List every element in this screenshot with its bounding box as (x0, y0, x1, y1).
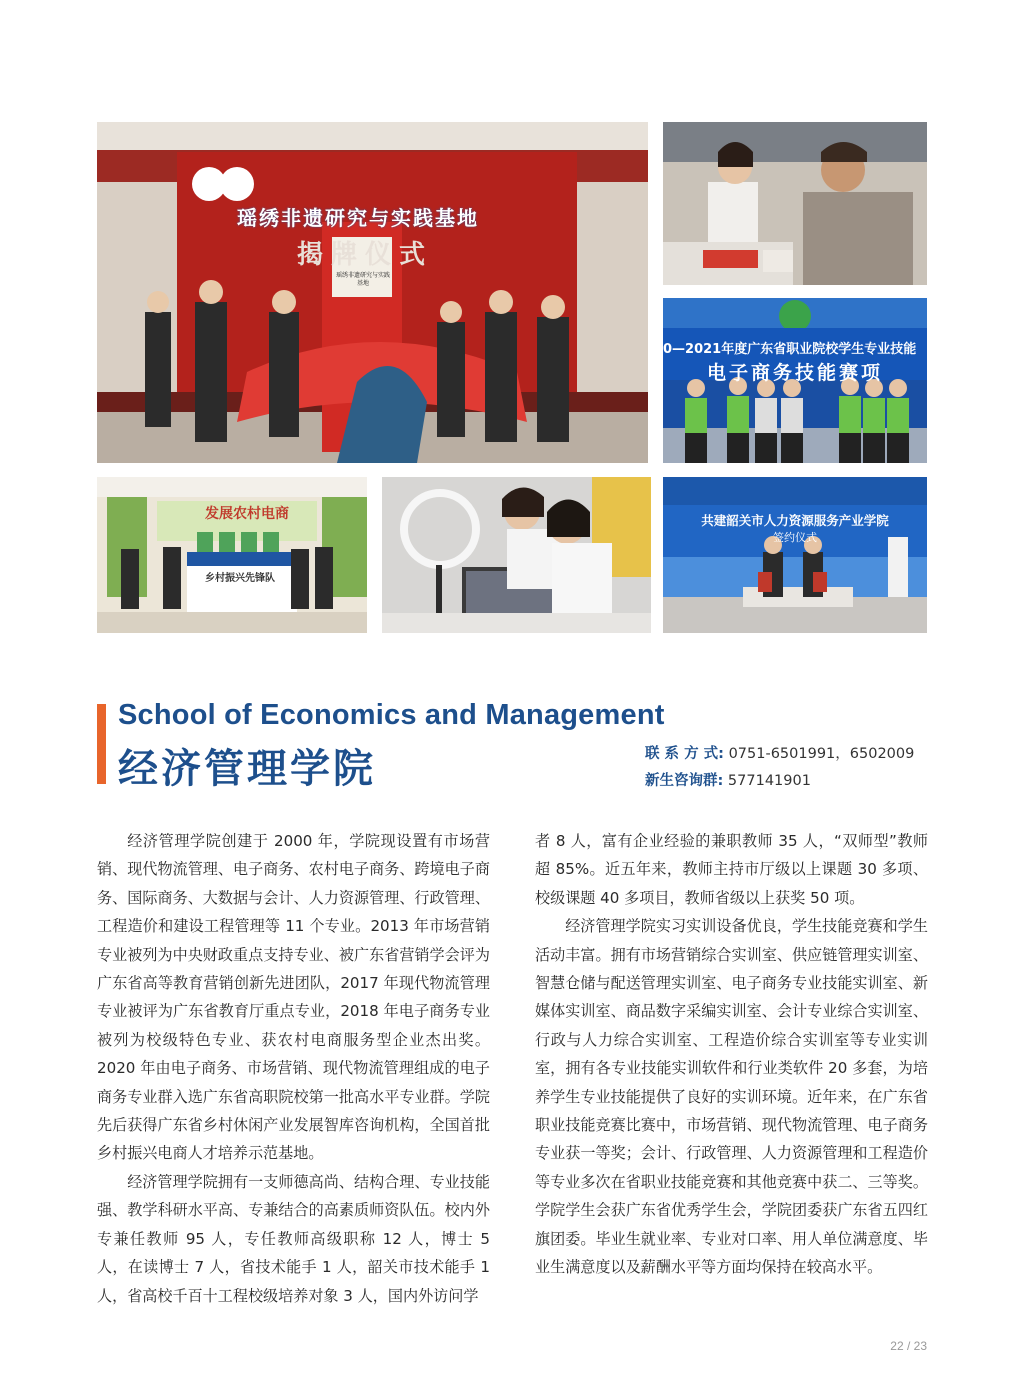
photo-ribbon-cutting-ceremony (97, 122, 648, 463)
photo-signing-ceremony (663, 477, 927, 633)
banner-subtitle: 电子商务技能赛项 (706, 362, 883, 384)
paragraph-faculty: 经济管理学院拥有一支师德高尚、结构合理、专业技能强、教学科研水平高、专兼结合的高素质师资队伍。校内外专兼任教师 95 人，专任教师高级职称 12 人，博士 5 人，在读博士 7 人，省技术能手 1 人，韶关市技术能手 1 人，省高校千百十工程校级培养对象 3 人，国内外访问学 (97, 1172, 490, 1305)
contact-phone-value: 0751-6501991，6502009 (728, 746, 915, 762)
contact-group-value: 577141901 (727, 773, 811, 789)
page-number: 22 / 23 (890, 1339, 927, 1353)
body-column-left (97, 827, 490, 1310)
banner-title: 瑶绣非遗研究与实践基地 (237, 206, 479, 230)
accent-bar (97, 704, 106, 784)
contact-phone (645, 742, 914, 763)
photo-rural-ecommerce-group (97, 477, 367, 633)
banner-title: 共建韶关市人力资源服务产业学院 (701, 513, 889, 528)
contact-group-label: 新生咨询群: (645, 773, 724, 789)
school-title-english: School of Economics and Management (118, 699, 665, 731)
banner-subtitle: 签约仪式 (773, 531, 817, 544)
photo-livestream-practice (382, 477, 651, 633)
plaque-text: 瑶绣非遗研究与实践基地 (335, 272, 390, 287)
banner-subtitle: 揭牌仪式 (297, 240, 434, 270)
contact-group (645, 769, 811, 790)
photo-ecommerce-competition (663, 298, 927, 463)
contact-phone-label: 联 系 方 式: (645, 746, 724, 762)
banner-title: 0—2021年度广东省职业院校学生专业技能 (663, 342, 917, 357)
sign-text: 乡村振兴先锋队 (205, 573, 275, 584)
body-column-right (535, 827, 928, 1282)
photo-students-working (663, 122, 927, 285)
paragraph-faculty-continued: 者 8 人，富有企业经验的兼职教师 35 人，“双师型”教师超 85%。近五年来，教师主持市厅级以上课题 30 多项、校级课题 40 多项目，教师省级以上获奖 50 项。 (535, 832, 928, 907)
paragraph-history: 经济管理学院创建于 2000 年，学院现设置有市场营销、现代物流管理、电子商务、农村电子商务、跨境电子商务、国际商务、大数据与会计、人力资源管理、行政管理、工程造价和建设工程管理等 11 个专业。2013 年市场营销专业被列为中央财政重点支持专业、被广东省营销学会评为广东省高等教育营销创新先进团队，2017 年现代物流管理专业被评为广东省教育厅重点专业，2018 年电子商务专业被列为校级特色专业、获农村电商服务型企业杰出奖。2020 年由电子商务、市场营销、现代物流管理组成的电子商务专业群入选广东省高职院校第一批高水平专业群。学院先后获得广东省乡村休闲产业发展智库咨询机构，全国首批乡村振兴电商人才培养示范基地。 (97, 832, 490, 1163)
paragraph-facilities: 经济管理学院实习实训设备优良，学生技能竞赛和学生活动丰富。拥有市场营销综合实训室、供应链管理实训室、智慧仓储与配送管理实训室、电子商务专业技能实训室、新媒体实训室、商品数字采编实训室、会计专业综合实训室、行政与人力综合实训室、工程造价综合实训室等专业实训室，拥有各专业技能实训软件和行业类软件 20 多套，为培养学生专业技能提供了良好的实训环境。近年来，在广东省职业技能竞赛比赛中，市场营销、现代物流管理、电子商务专业获一等奖；会计、行政管理、人力资源管理和工程造价等专业多次在省职业技能竞赛和其他竞赛中获二、三等奖。学院学生会获广东省优秀学生会，学院团委获广东省五四红旗团委。毕业生就业率、专业对口率、用人单位满意度、毕业生满意度以及薪酬水平等方面均保持在较高水平。 (535, 917, 928, 1277)
school-title-chinese: 经济管理学院 (118, 746, 376, 792)
banner-title: 发展农村电商 (205, 506, 289, 522)
